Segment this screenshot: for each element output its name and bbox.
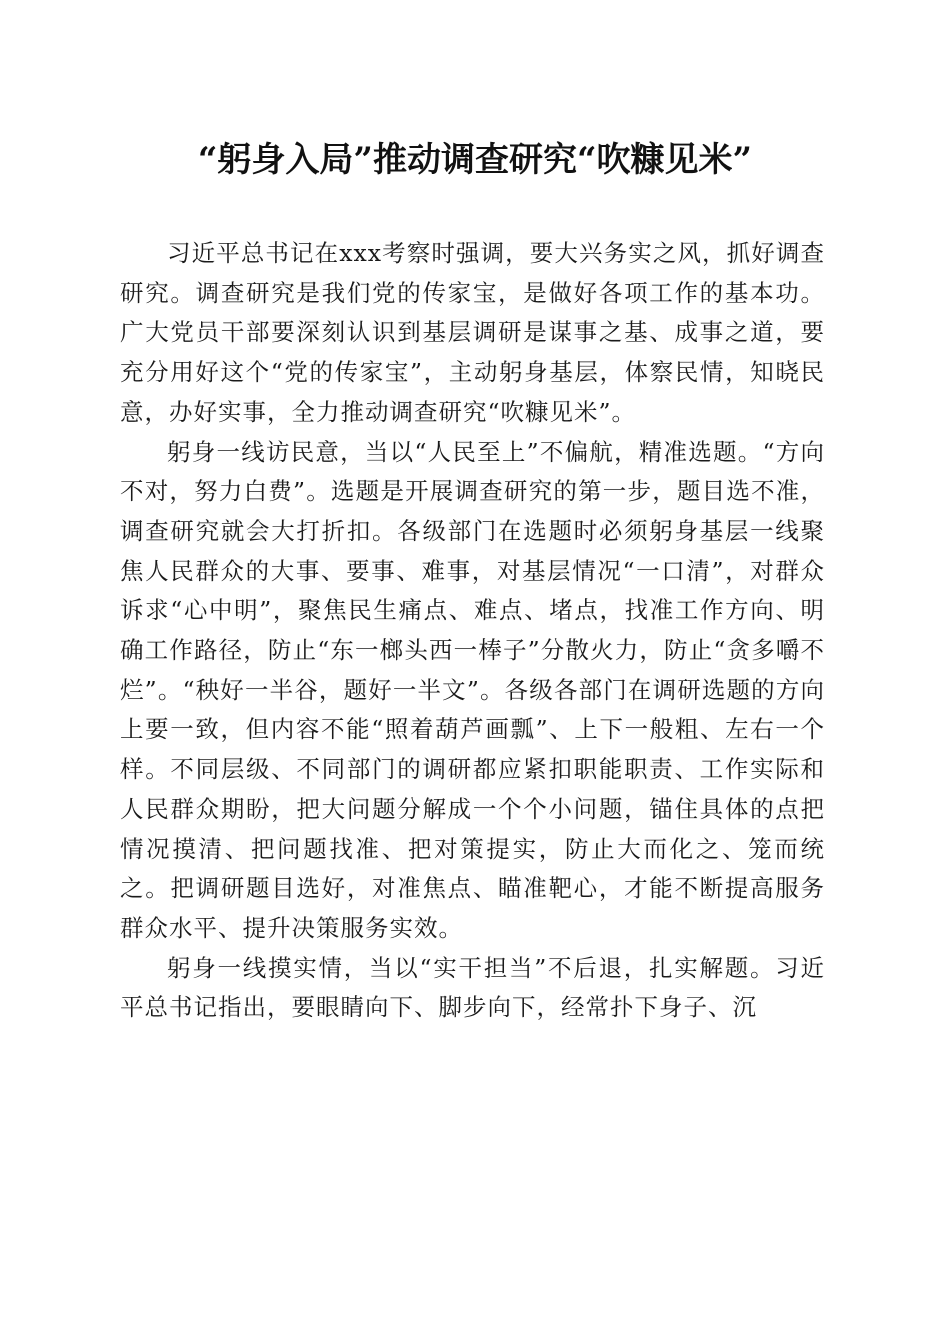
paragraph: 习近平总书记在xxx考察时强调，要大兴务实之风，抓好调查研究。调查研究是我们党的传家宝，是做好各项工作的基本功。广大党员干部要深刻认识到基层调研是谋事之基、成事之道，要充分用好这个“党的传家宝”，主动躬身基层，体察民情，知晓民意，办好实事，全力推动调查研究“吹糠见米”。	[120, 239, 825, 426]
paragraph: 躬身一线摸实情，当以“实干担当”不后退，扎实解题。习近平总书记指出，要眼睛向下、脚步向下，经常扑下身子、沉	[120, 953, 825, 1022]
document-title: “躬身入局”推动调查研究“吹糠见米”	[197, 140, 753, 180]
paragraph: 躬身一线访民意，当以“人民至上”不偏航，精准选题。“方向不对，努力白费”。选题是开展调查研究的第一步，题目选不准，调查研究就会大打折扣。各级部门在选题时必须躬身基层一线聚焦人民群众的大事、要事、难事，对基层情况“一口清”，对群众诉求“心中明”，聚焦民生痛点、难点、堵点，找准工作方向、明确工作路径，防止“东一榔头西一棒子”分散火力，防止“贪多嚼不烂”。“秧好一半谷，题好一半文”。各级各部门在调研选题的方向上要一致，但内容不能“照着葫芦画瓢”、上下一般粗、左右一个样。不同层级、不同部门的调研都应紧扣职能职责、工作实际和人民群众期盼，把大问题分解成一个个小问题，锚住具体的点把情况摸清、把问题找准、把对策提实，防止大而化之、笼而统之。把调研题目选好，对准焦点、瞄准靶心，才能不断提高服务群众水平、提升决策服务实效。	[120, 437, 825, 942]
document-body	[120, 234, 825, 1028]
